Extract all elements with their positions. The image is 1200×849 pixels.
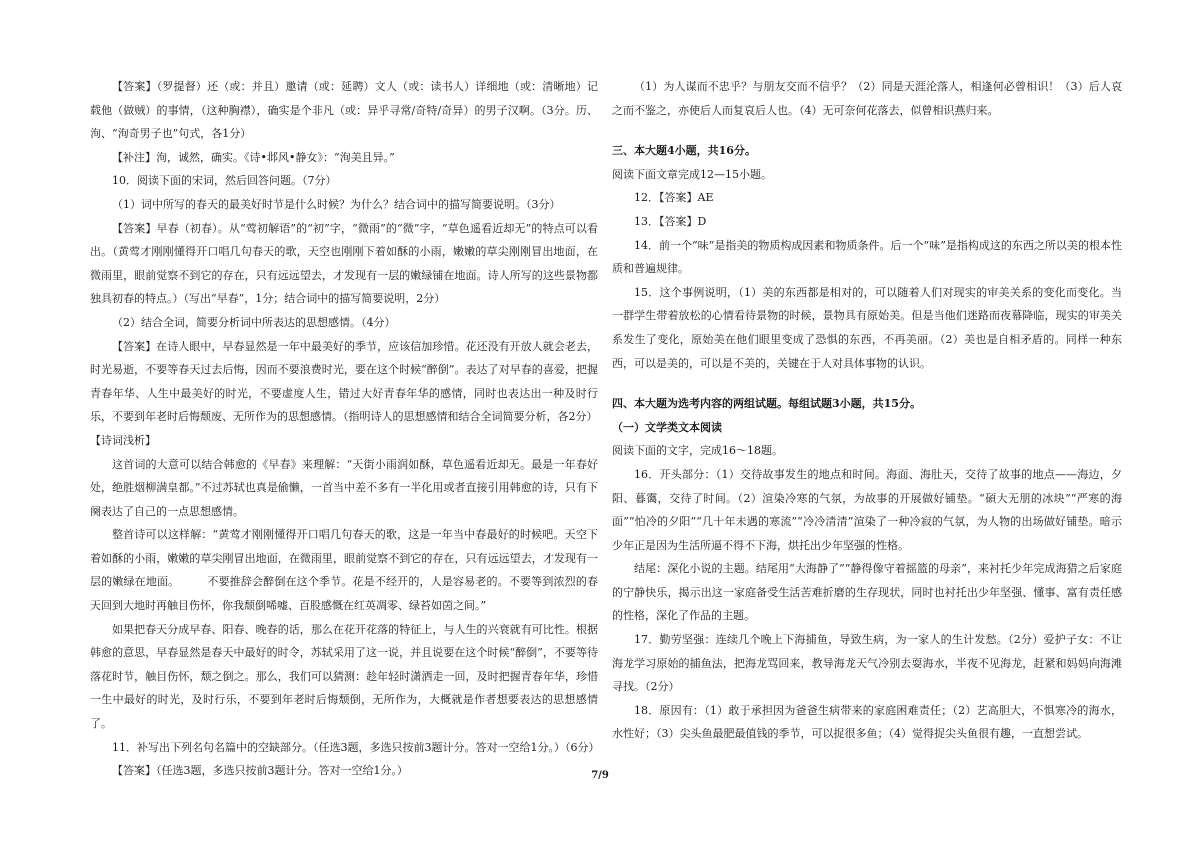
question-11: 11．补写出下列名句名篇中的空缺部分。（任选3题，多选只按前3题计分。答对一空给1分。）（6分） xyxy=(112,740,600,754)
answer-12: 12．【答案】AE xyxy=(634,191,714,205)
analysis-paragraph-1: 这首词的大意可以结合韩愈的《早春》来理解：“天街小雨润如酥，草色遥看近却无。最是一年春好处，绝胜烟柳满皇都。”不过苏轼也真是偷懒，一首当中差不多有一半化用或者直接引用韩愈的诗，只有下阕表达了自己的一点思想感情。 xyxy=(90,457,598,518)
section-4-heading: 四、本大题为选考内容的两组试题。每组试题3小题，共15分。 xyxy=(612,397,921,411)
poem-analysis-heading: 【诗词浅析】 xyxy=(90,433,156,447)
page-number: 7/9 xyxy=(591,770,609,781)
answer-13: 13．【答案】D xyxy=(634,214,707,228)
section-3-heading: 三、本大题4小题，共16分。 xyxy=(612,144,756,158)
answer-11: 【答案】（任选3题，多选只按前3题计分。答对一空给1分。） xyxy=(112,764,408,778)
question-10-2: （2）结合全词，简要分析词中所表达的思想感情。（4分） xyxy=(112,315,396,329)
section-3-instruction: 阅读下面文章完成12—15小题。 xyxy=(612,167,772,181)
subsection-instruction: 阅读下面的文字，完成16～18题。 xyxy=(612,444,783,458)
analysis-paragraph-3: 如果把春天分成早春、阳春、晚春的话，那么在花开花落的特征上，与人生的兴衰就有可比性。根据韩愈的意思，早春显然是春天中最好的时令，苏轼采用了这一说，并且说要在这个时候“醉倒”，不要等待落花时节，触目伤怀，颓之倒之。那么，我们可以猜测：趁年轻时潇洒走一回，及时把握青春年华，珍惜一生中最好的时光，及时行乐，不要到年老时后悔颓倒，无所作为，大概就是作者想要表达的思想感情了。 xyxy=(90,622,598,731)
answer-18: 18．原因有：（1）敢于承担因为爸爸生病带来的家庭困难责任；（2）艺高胆大，不惧寒冷的海水，水性好；（3）尖头鱼最肥最值钱的季节，可以捉很多鱼；（4）觉得捉尖头鱼很有趣，一直想尝试。 xyxy=(612,703,1122,741)
answer-16: 16．开头部分：（1）交待故事发生的地点和时间。海面、海肚天，交待了故事的地点——海边，夕阳、暮霭，交待了时间。（2）渲染冷寒的气氛，为故事的开展做好铺垫。“碩大无朋的冰块”“严寒的海面”“怕冷的夕阳”“几十年未遇的寒流”“冷冷清清”渲染了一种冷寂的气氛，为人物的出场做好铺垫。暗示少年正是因为生活所逼不得不下海，烘托出少年坚强的性格。 xyxy=(612,467,1122,552)
answer-15: 15．这个事例说明，（1）美的东西都是相对的，可以随着人们对现实的审美关系的变化而变化。当一群学生带着放松的心情看待景物的时候，景物具有原始美。但是当他们迷路而夜幕降临，现实的审美关系发生了变化，原始美在他们眼里变成了恐惧的东西，不再美丽。（2）美也是自相矛盾的。同样一种东西，可以是美的，可以是不美的，关键在于人对具体事物的认识。 xyxy=(612,285,1122,370)
right-column xyxy=(612,75,1122,746)
subsection-literary-reading: （一）文学类文本阅读 xyxy=(612,420,722,434)
answer-10-2: 【答案】在诗人眼中，早春显然是一年中最美好的季节，应该信加珍惜。花还没有开放人就会老去，时光易逝，不要等春天过去后悔，因而不要浪费时光，要在这个时候“醉倒”。表达了对早春的喜爱，把握青春年华、人生中最美好的时光，不要虚度人生，错过大好青春年华的感情，同时也表达出一种及时行乐，不要到年老时后悔颓废、无所作为的思想感情。（指明诗人的思想感情和结合全词简要分析，各2分） xyxy=(90,339,598,424)
answer-paragraph: 【答案】（罗提督）还（或：并且）邀请（或：延聘）文人（或：读书人）详细地（或：清晰地）记载他（做贼）的事情，（这种胸襟），确实是个非凡（或：异乎寻常/奇特/奇异）的男子汉啊。（3分。历、洵、“洵奇男子也”句式，各1分） xyxy=(90,80,598,141)
answer-17: 17．勤劳坚强：连续几个晚上下海捕鱼，导致生病，为一家人的生计发愁。（2分）爱护子女：不让海龙学习原始的捕鱼法，把海龙骂回来，教导海龙天气冷别去耍海水，半夜不见海龙，赶紧和妈妈向海滩寻找。（2分） xyxy=(612,633,1122,694)
question-10: 10．阅读下面的宋词，然后回答问题。（7分） xyxy=(112,174,337,188)
answer-14: 14．前一个“味”是指美的物质构成因素和物质条件。后一个“味”是指构成这的东西之所以美的根本性质和普遍规律。 xyxy=(612,238,1122,276)
analysis-paragraph-2: 整首诗可以这样解：“黄莺才刚刚懂得开口唱几句春天的歌，这是一年当中春最好的时候吧。天空下着如酥的小雨，嫩嫩的草尖刚冒出地面，在微雨里，眼前觉察不到它的存在，只有远远望去，才发现有一层的嫩绿在地面。 不要推辞会醉倒在这个季节。花是不经开的，人是容易老的。不要等到浓烈的春天回到大地时再触目伤怀，你我颓倒唏嘘、百股感慨在红英凋零、绿苔如茵之间。” xyxy=(90,528,598,613)
answer-11-content: （1）为人谋而不忠乎？与朋友交而不信乎？（2）同是天涯沦落人，相逢何必曾相识！（3）后人哀之而不鉴之，亦使后人而复哀后人也。（4）无可奈何花落去，似曾相识燕归来。 xyxy=(612,80,1122,117)
note-paragraph: 【补注】洵，诚然，确实。《诗•邶风•静女》：“洵美且异。” xyxy=(112,150,395,164)
answer-16-ending: 结尾：深化小说的主题。结尾用“大海静了”“静得像守着摇篮的母亲”，来衬托少年完成海猎之后家庭的宁静快乐，揭示出这一家庭备受生活苦难折磨的生存现状，同时也衬托出少年坚强、懂事、富有责任感的性格，深化了作品的主题。 xyxy=(612,562,1122,623)
question-10-1: （1）词中所写的春天的最美好时节是什么时候？为什么？结合词中的描写简要说明。（3分） xyxy=(112,197,561,211)
left-column xyxy=(90,75,598,783)
answer-10-1: 【答案】早春（初春）。从“莺初解语”的“初”字，“微雨”的“微”字，“草色遥看近却无”的特点可以看出。（黄莺才刚刚懂得开口唱几句春天的歌，天空也刚刚下着如酥的小雨，嫩嫩的草尖刚刚冒出地面，在微雨里，眼前觉察不到它的存在，只有远远望去，才发现有一层的嫩绿铺在地面。诗人所写的这些景物都独具初春的特点。）（写出“早春”，1分；结合词中的描写简要说明，2分） xyxy=(90,221,598,306)
